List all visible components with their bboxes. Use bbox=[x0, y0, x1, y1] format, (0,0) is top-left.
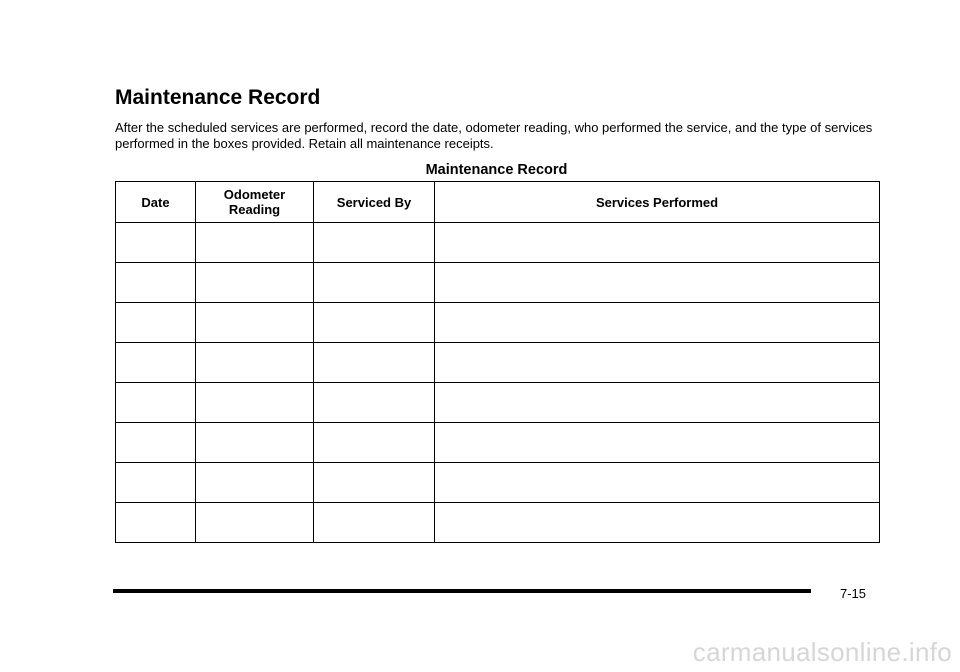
odometer-cell[interactable] bbox=[196, 303, 314, 343]
table-row bbox=[116, 223, 880, 263]
intro-paragraph: After the scheduled services are performed, record the date, odometer reading, who performed the service, and the type of services performed in the boxes provided. Retain all maintenance receipts. bbox=[115, 120, 873, 151]
table-row bbox=[116, 343, 880, 383]
date-cell[interactable] bbox=[116, 383, 196, 423]
table-row bbox=[116, 303, 880, 343]
services-performed-cell[interactable] bbox=[435, 503, 880, 543]
column-header-services-performed: Services Performed bbox=[435, 182, 880, 223]
services-performed-cell[interactable] bbox=[435, 423, 880, 463]
table-header-row bbox=[116, 182, 880, 223]
odometer-cell[interactable] bbox=[196, 423, 314, 463]
odometer-cell[interactable] bbox=[196, 503, 314, 543]
serviced-by-cell[interactable] bbox=[314, 423, 435, 463]
page-title: Maintenance Record bbox=[115, 86, 321, 109]
date-cell[interactable] bbox=[116, 263, 196, 303]
services-performed-cell[interactable] bbox=[435, 303, 880, 343]
odometer-cell[interactable] bbox=[196, 463, 314, 503]
odometer-cell[interactable] bbox=[196, 263, 314, 303]
odometer-cell[interactable] bbox=[196, 223, 314, 263]
page-number: 7-15 bbox=[840, 586, 867, 601]
services-performed-cell[interactable] bbox=[435, 223, 880, 263]
serviced-by-cell[interactable] bbox=[314, 263, 435, 303]
table-caption: Maintenance Record bbox=[425, 162, 568, 178]
table-row bbox=[116, 383, 880, 423]
maintenance-record-table bbox=[115, 181, 880, 543]
date-cell[interactable] bbox=[116, 423, 196, 463]
table-row bbox=[116, 263, 880, 303]
date-cell[interactable] bbox=[116, 343, 196, 383]
serviced-by-cell[interactable] bbox=[314, 303, 435, 343]
table-body bbox=[116, 223, 880, 543]
table-row bbox=[116, 503, 880, 543]
serviced-by-cell[interactable] bbox=[314, 343, 435, 383]
table-row bbox=[116, 423, 880, 463]
footer-rule bbox=[113, 589, 811, 593]
services-performed-cell[interactable] bbox=[435, 463, 880, 503]
column-header-odometer-reading: Odometer Reading bbox=[196, 182, 314, 223]
services-performed-cell[interactable] bbox=[435, 383, 880, 423]
date-cell[interactable] bbox=[116, 223, 196, 263]
date-cell[interactable] bbox=[116, 463, 196, 503]
date-cell[interactable] bbox=[116, 303, 196, 343]
watermark: carmanualsonline.info bbox=[692, 637, 952, 667]
serviced-by-cell[interactable] bbox=[314, 463, 435, 503]
serviced-by-cell[interactable] bbox=[314, 223, 435, 263]
serviced-by-cell[interactable] bbox=[314, 383, 435, 423]
column-header-date: Date bbox=[116, 182, 196, 223]
date-cell[interactable] bbox=[116, 503, 196, 543]
serviced-by-cell[interactable] bbox=[314, 503, 435, 543]
table-row bbox=[116, 463, 880, 503]
services-performed-cell[interactable] bbox=[435, 343, 880, 383]
column-header-serviced-by: Serviced By bbox=[314, 182, 435, 223]
odometer-cell[interactable] bbox=[196, 383, 314, 423]
odometer-cell[interactable] bbox=[196, 343, 314, 383]
services-performed-cell[interactable] bbox=[435, 263, 880, 303]
